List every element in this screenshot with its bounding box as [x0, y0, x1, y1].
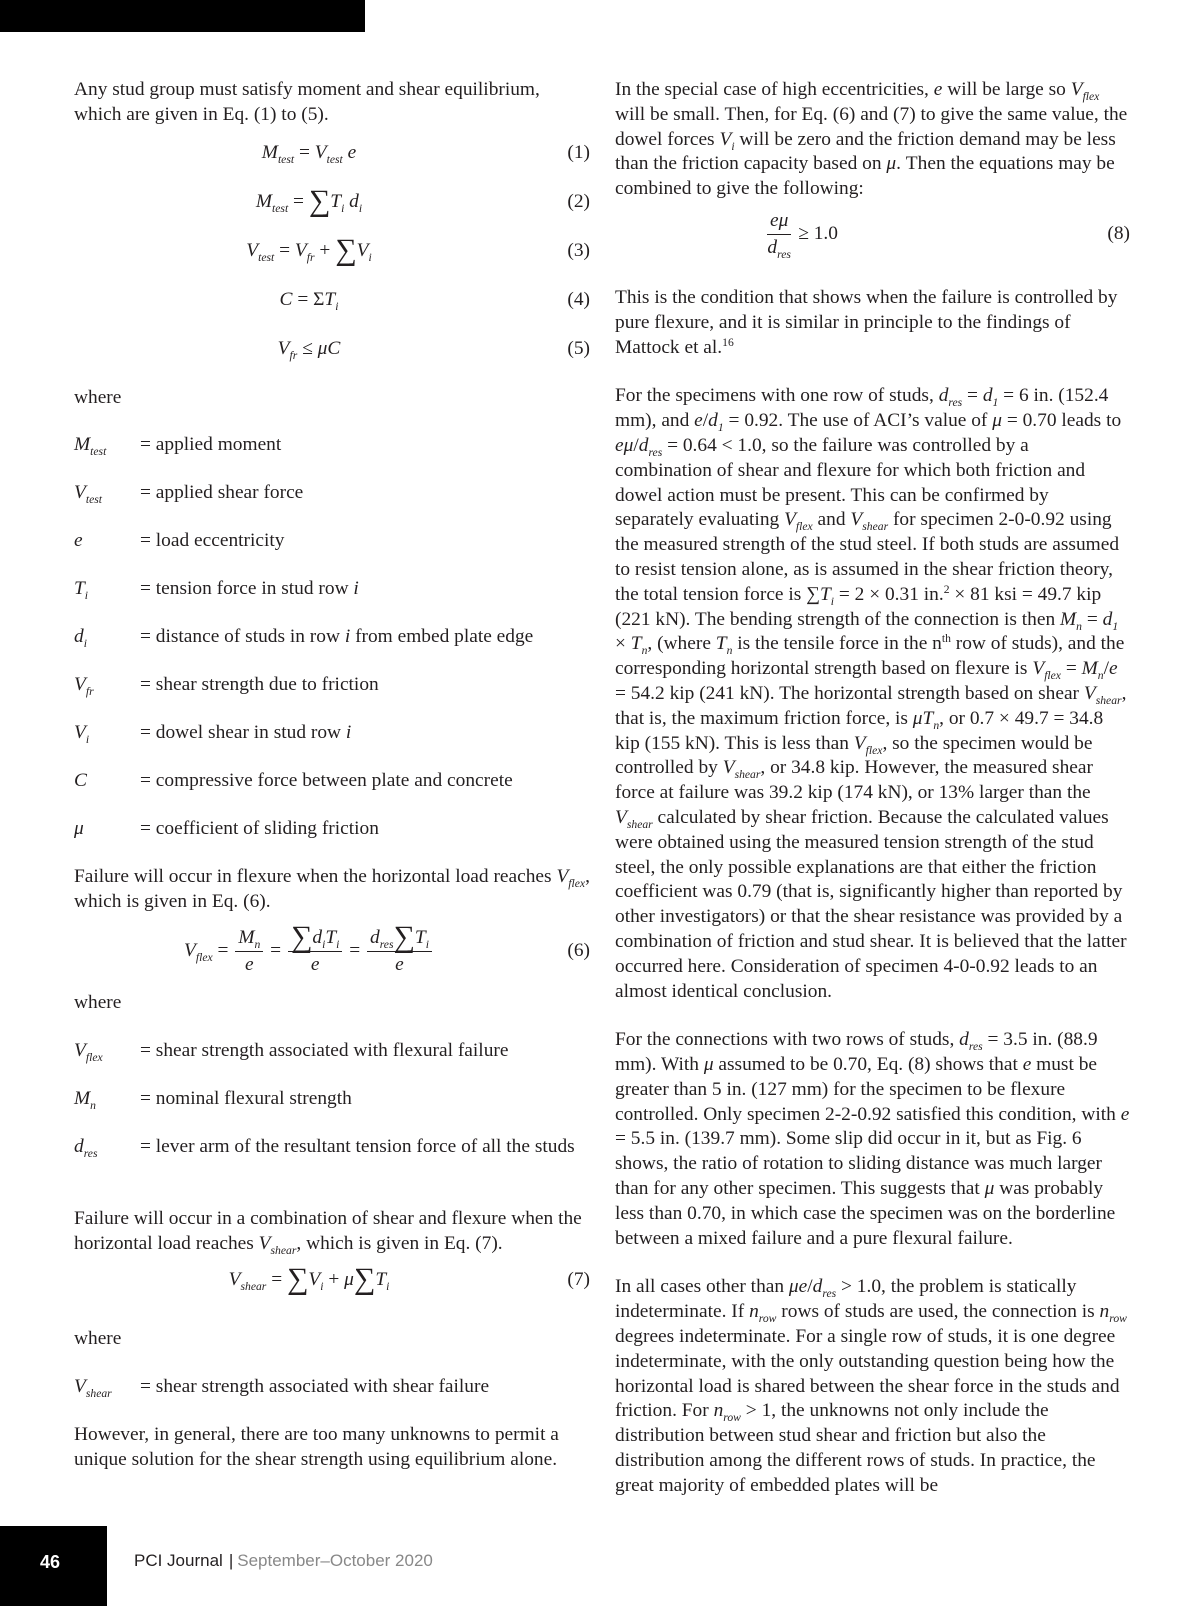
equation-8: $\frac{e\mu}{d_{res}}$ ≥ 1.0 (8) — [767, 209, 1130, 262]
variable-definition: $V_{fr}$ = shear strength due to friction — [74, 674, 379, 699]
flexure-paragraph: Failure will occur in flexure when the horizontal load reaches $V_{flex}$, which is given in Eq. (6). — [74, 866, 590, 913]
variable-definition: $d_{res}$ = lever arm of the resultant tension force of all the studs — [74, 1135, 575, 1161]
equation-number: (4) — [567, 288, 590, 310]
where-label: where — [74, 991, 122, 1013]
equation-number: (3) — [567, 239, 590, 261]
page-number: 46 — [40, 1552, 61, 1572]
equation-number: (2) — [567, 190, 590, 212]
equation-number: (5) — [567, 337, 590, 359]
variable-definition: μ = coefficient of sliding friction — [74, 818, 379, 840]
variable-definition: e = load eccentricity — [74, 530, 285, 552]
paragraph-pure-flexure: This is the condition that shows when the failure is controlled by pure flexure, and it is similar in principle to the findings of Mattock et al.$^{16}$ — [615, 286, 1118, 358]
equation-5: $V_{fr} \le \mu C$ (5) — [277, 337, 590, 362]
equation-1: $M_{test} = V_{test}$ e (1) — [261, 141, 590, 166]
equation-6: $V_{flex}$ = $\frac{M_n}{e}$ = $\frac{\sum d_iT_i}{e}$ = $\frac{d_{res}\sum T_i}{e}$ (6) — [184, 919, 590, 975]
equation-number: (6) — [567, 939, 590, 961]
variable-definition: $V_i$ = dowel shear in stud row i — [74, 722, 352, 747]
variable-list-2 — [74, 1039, 590, 1207]
right-column — [615, 78, 1130, 1499]
variable-definition: $T_i$ = tension force in stud row i — [74, 578, 359, 603]
shear-paragraph: Failure will occur in a combination of shear and flexure when the horizontal load reaches $V_{shear}$, which is given in Eq. (7). — [74, 1207, 582, 1257]
paragraph-indeterminate: In all cases other than $\mu e/d_{res} > 1.0$, the problem is statically indeterminate. If $n_{row}$ rows of studs are used, the connection is $n_{row}$ degrees indeterminate. For a single row of studs, it is one degree indeterminate, with the only outstanding question being how the horizontal load is shared between the shear force in the studs and friction. For $n_{row} > 1$, the unknowns not only include the distribution between stud shear and friction but also the distribution among the different rows of studs. In practice, the great majority of embedded plates will be — [615, 1276, 1127, 1496]
footer-journal — [134, 1551, 433, 1571]
variable-list-3 — [74, 1375, 590, 1423]
equation-number: (7) — [567, 1269, 590, 1291]
paragraph-one-row: For the specimens with one row of studs, $d_{res} = d_1 = 6$ in. (152.4 mm), and $e/d_1 = 0.92$. The use of ACI’s value of μ = 0.70 leads to $e\mu/d_{res} = 0.64 < 1.0$, so the failure was controlled by a combination of shear and flexure for which both friction and dowel action must be present. This can be confirmed by separately evaluating $V_{flex}$ and $V_{shear}$ for specimen 2-0-0.92 using the measured strength of the stud steel. If both studs are assumed to resist tension alone, as is assumed in the shear friction theory, the total tension force is $\sum T_i = 2 \times 0.31$ in.$^2$ × 81 ksi = 49.7 kip (221 kN). The bending strength of the connection is then $M_n = d_1 \times T_n$, (where $T_n$ is the tensile force in the $n^{th}$ row of studs), and the corresponding horizontal strength based on flexure is $V_{flex} = M_n/e = 54.2$ kip (241 kN). The horizontal strength based on shear $V_{shear}$, that is, the maximum friction force, is $\mu T_n$, or 0.7 × 49.7 = 34.8 kip (155 kN). This is less than $V_{flex}$, so the specimen would be controlled by $V_{shear}$, or 34.8 kip. However, the measured shear force at failure was 39.2 kip (174 kN), or 13% larger than the $V_{shear}$ calculated by shear friction. Because the calculated values were obtained using the measured tension strength of the stud steel, the only possible explanations are that either the friction coefficient was 0.79 (that is, significantly higher than reported by other investigators) or that the shear resistance was provided by a combination of friction and stud shear. It is believed that the latter occurred here. Consideration of specimen 4-0-0.92 leads to an almost identical conclusion. — [615, 385, 1127, 1002]
variable-definition: C = compressive force between plate and concrete — [74, 770, 513, 792]
journal-issue: September–October 2020 — [237, 1551, 433, 1570]
equation-7: $V_{shear} = \sum V_i + \mu\sum T_i$ (7) — [228, 1261, 590, 1296]
variable-definition: $V_{test}$ = applied shear force — [74, 482, 304, 507]
variable-definition: $M_{test}$ = applied moment — [74, 434, 282, 459]
footer-separator: | — [228, 1551, 234, 1570]
variable-definition: $M_n$ = nominal flexural strength — [74, 1087, 352, 1113]
equation-3: $V_{test} = V_{fr} + \sum V_i$ (3) — [246, 232, 590, 267]
equation-number: (1) — [567, 141, 590, 163]
intro-paragraph: Any stud group must satisfy moment and shear equilibrium, which are given in Eq. (1) to (5). — [74, 79, 540, 125]
closing-paragraph: However, in general, there are too many unknowns to permit a unique solution for the shear strength using equilibrium alone. — [74, 1424, 559, 1470]
variable-definition: $d_i$ = distance of studs in row i from embed plate edge — [74, 626, 534, 651]
variable-list-1 — [74, 433, 590, 865]
variable-definition: $V_{shear}$ = shear strength associated with shear failure — [74, 1376, 490, 1401]
paragraph-special-case: In the special case of high eccentricities, e will be large so $V_{flex}$ will be small. Then, for Eq. (6) and (7) to give the same value, the dowel forces $V_i$ will be zero and the friction demand may be less than the friction capacity based on μ. Then the equations may be combined to give the following: — [615, 79, 1128, 200]
where-label: where — [74, 386, 122, 408]
equation-4: $C = \Sigma T_i$ (4) — [279, 288, 590, 313]
paragraph-two-rows: For the connections with two rows of studs, $d_{res} = 3.5$ in. (88.9 mm). With μ assumed to be 0.70, Eq. (8) shows that e must be greater than 5 in. (127 mm) for the specimen to be flexure controlled. Only specimen 2-2-0.92 satisfied this condition, with e = 5.5 in. (139.7 mm). Some slip did occur in it, but as Fig. 6 shows, the ratio of rotation to sliding distance was much larger than for any other specimen. This suggests that μ was probably less than 0.70, in which case the specimen was on the borderline between a mixed failure and a pure flexural failure. — [615, 1029, 1130, 1249]
equation-number: (8) — [1107, 222, 1130, 244]
header-bar — [0, 0, 365, 32]
where-label: where — [74, 1328, 122, 1350]
equation-2: $M_{test} = \sum T_i$ $d_i$ (2) — [255, 183, 590, 218]
journal-name: PCI Journal — [134, 1551, 223, 1570]
variable-definition: $V_{flex}$ = shear strength associated with flexural failure — [74, 1039, 509, 1065]
left-column — [74, 78, 590, 1473]
